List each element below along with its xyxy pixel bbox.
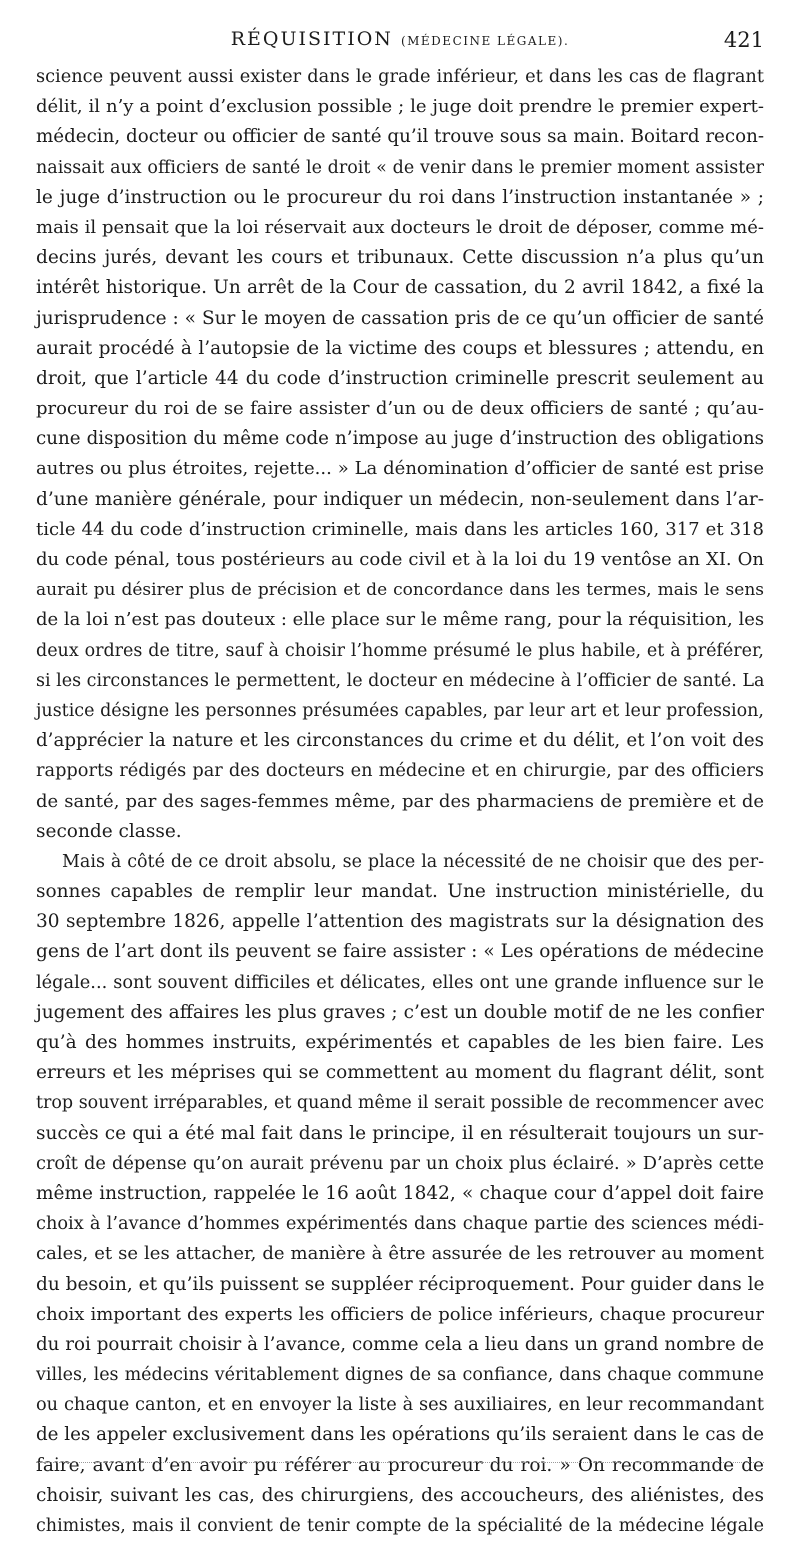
text-line: faire, avant d’en avoir pu référer au procureur du roi. » On recommande de bbox=[36, 1454, 764, 1476]
text-line: médecin, docteur ou officier de santé qu’il trouve sous sa main. Boitard recon- bbox=[36, 126, 764, 148]
text-line: villes, les médecins véritablement dignes de sa confiance, dans chaque commune bbox=[36, 1365, 764, 1386]
text-line: chimistes, mais il convient de tenir compte de la spécialité de la médecine légale bbox=[36, 1516, 764, 1536]
text-line: jugement des affaires les plus graves ; c’est un double motif de ne les confier bbox=[36, 1001, 764, 1023]
text-line: sonnes capables de remplir leur mandat. Une instruction ministérielle, du bbox=[36, 881, 764, 903]
footer-dotted-rule bbox=[36, 1462, 764, 1463]
text-line: aurait pu désirer plus de précision et de concordance dans les termes, mais le sens bbox=[36, 580, 764, 601]
text-line: du besoin, et qu’ils puissent se suppléer réciproquement. Pour guider dans le bbox=[36, 1273, 765, 1295]
paragraph bbox=[36, 62, 764, 847]
text-line: mais il pensait que la loi réservait aux docteurs le droit de déposer, comme mé- bbox=[36, 216, 764, 238]
text-line: si les circonstances le permettent, le docteur en médecine à l’officier de santé. La bbox=[36, 670, 765, 691]
text-line: autres ou plus étroites, rejette... » La dénomination d’officier de santé est prise bbox=[36, 458, 764, 480]
text-line: légale... sont souvent difficiles et délicates, elles ont une grande influence sur le bbox=[36, 972, 764, 993]
text-line: du code pénal, tous postérieurs au code civil et à la loi du 19 ventôse an XI. On bbox=[36, 549, 764, 570]
text-line: deux ordres de titre, sauf à choisir l’homme présumé le plus habile, et à préférer, bbox=[36, 640, 764, 661]
text-line: croît de dépense qu’on aurait prévenu par un choix plus éclairé. » D’après cette bbox=[36, 1153, 764, 1174]
running-title-main: RÉQUISITION bbox=[230, 28, 393, 50]
text-line: aurait procédé à l’autopsie de la victime des coups et blessures ; attendu, en bbox=[36, 337, 764, 359]
text-line: d’une manière générale, pour indiquer un médecin, non-seulement dans l’ar- bbox=[36, 488, 764, 510]
paragraph bbox=[36, 847, 764, 1541]
text-line: 30 septembre 1826, appelle l’attention des magistrats sur la désignation des bbox=[36, 911, 764, 933]
text-line: Mais à côté de ce droit absolu, se place la nécessité de ne choisir que des per- bbox=[62, 851, 764, 872]
text-line: gens de l’art dont ils peuvent se faire assister : « Les opérations de médecine bbox=[36, 941, 764, 963]
text-line: jurisprudence : « Sur le moyen de cassation pris de ce qu’un officier de santé bbox=[36, 307, 764, 329]
running-title bbox=[36, 28, 764, 50]
text-line: cales, et se les attacher, de manière à être assurée de les retrouver au moment bbox=[36, 1243, 764, 1265]
text-line: justice désigne les personnes présumées capables, par leur art et leur profession, bbox=[36, 700, 764, 721]
text-line: de santé, par des sages-femmes même, par des pharmaciens de première et de bbox=[36, 790, 764, 812]
text-line: délit, il n’y a point d’exclusion possible ; le juge doit prendre le premier expert- bbox=[36, 96, 764, 118]
text-line: decins jurés, devant les cours et tribunaux. Cette discussion n’a plus qu’un bbox=[36, 247, 764, 269]
text-line: ou chaque canton, et en envoyer la liste à ses auxiliaires, en leur recommandant bbox=[36, 1395, 764, 1416]
text-line: succès ce qui a été mal fait dans le principe, il en résulterait toujours un sur- bbox=[36, 1122, 764, 1144]
text-line: intérêt historique. Un arrêt de la Cour de cassation, du 2 avril 1842, a fixé la bbox=[36, 277, 764, 299]
text-line: de la loi n’est pas douteux : elle place sur le même rang, pour la réquisition, les bbox=[36, 609, 765, 631]
running-head bbox=[36, 28, 764, 58]
text-line: qu’à des hommes instruits, expérimentés et capables de les bien faire. Les bbox=[36, 1032, 764, 1053]
text-line: du roi pourrait choisir à l’avance, comme cela a lieu dans un grand nombre de bbox=[36, 1333, 764, 1355]
text-line: d’apprécier la nature et les circonstances du crime et du délit, et l’on voit des bbox=[36, 730, 764, 752]
text-line: le juge d’instruction ou le procureur du roi dans l’instruction instantanée » ; bbox=[36, 186, 764, 208]
text-line: même instruction, rappelée le 16 août 1842, « chaque cour d’appel doit faire bbox=[36, 1182, 764, 1204]
text-line: erreurs et les méprises qui se commettent au moment du flagrant délit, sont bbox=[36, 1062, 764, 1084]
text-line: rapports rédigés par des docteurs en médecine et en chirurgie, par des officiers bbox=[36, 761, 764, 782]
text-line: trop souvent irréparables, et quand même il serait possible de recommencer avec bbox=[36, 1093, 764, 1114]
text-line: choix à l’avance d’hommes expérimentés dans chaque partie des sciences médi- bbox=[36, 1214, 764, 1235]
text-line: choix important des experts les officiers de police inférieurs, chaque procureur bbox=[36, 1303, 764, 1325]
text-line: ticle 44 du code d’instruction criminelle, mais dans les articles 160, 317 et 318 bbox=[36, 518, 764, 540]
text-line: choisir, suivant les cas, des chirurgiens, des accoucheurs, des aliénistes, des bbox=[36, 1484, 764, 1506]
text-line: science peuvent aussi exister dans le grade inférieur, et dans les cas de flagrant bbox=[36, 67, 764, 87]
text-line: cune disposition du même code n’impose au juge d’instruction des obligations bbox=[36, 428, 764, 450]
text-line: seconde classe. bbox=[36, 820, 182, 842]
text-line: naissait aux officiers de santé le droit « de venir dans le premier moment assister bbox=[36, 157, 764, 178]
body-text bbox=[36, 62, 764, 1541]
text-line: droit, que l’article 44 du code d’instruction criminelle prescrit seulement au bbox=[36, 367, 764, 389]
text-line: de les appeler exclusivement dans les opérations qu’ils seraient dans le cas de bbox=[36, 1424, 764, 1446]
text-line: procureur du roi de se faire assister d’un ou de deux officiers de santé ; qu’au- bbox=[36, 398, 764, 420]
running-title-sub: (MÉDECINE LÉGALE). bbox=[400, 34, 570, 48]
page-number: 421 bbox=[723, 28, 764, 52]
